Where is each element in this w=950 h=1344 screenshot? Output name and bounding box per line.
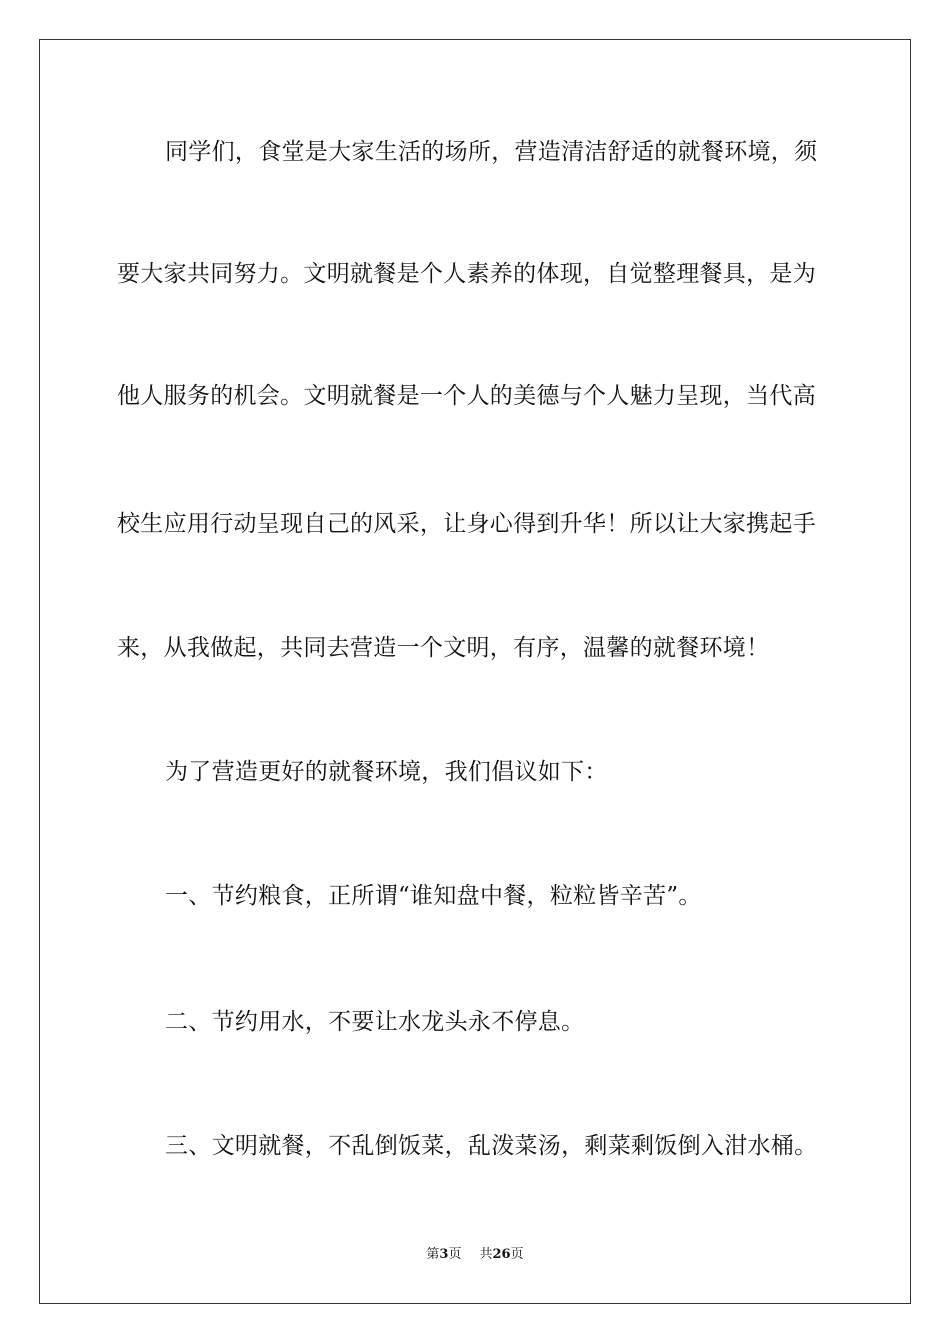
paragraph-line-2: 要大家共同努力。文明就餐是个人素养的体现，自觉整理餐具，是为: [117, 261, 816, 287]
paragraph-line-4: 校生应用行动呈现自己的风采，让身心得到升华！所以让大家携起手: [117, 511, 816, 537]
proposal-item-1: 一、节约粮食，正所谓“谁知盘中餐，粒粒皆辛苦”。: [165, 883, 702, 909]
page-footer: [0, 1246, 950, 1264]
paragraph-line-1: 同学们，食堂是大家生活的场所，营造清洁舒适的就餐环境，须: [165, 139, 818, 165]
total-label-suffix: 页: [510, 1247, 524, 1262]
page-label-prefix: 第: [426, 1247, 440, 1262]
paragraph-line-5: 来，从我做起，共同去营造一个文明，有序，温馨的就餐环境！: [117, 635, 770, 661]
total-label-prefix: 共: [479, 1247, 493, 1262]
proposal-intro: 为了营造更好的就餐环境，我们倡议如下：: [165, 759, 608, 785]
page-label-suffix: 页: [448, 1247, 462, 1262]
page-number: 3: [439, 1247, 449, 1262]
page-border: [39, 39, 911, 1304]
paragraph-line-3: 他人服务的机会。文明就餐是一个人的美德与个人魅力呈现，当代高: [117, 383, 816, 409]
proposal-item-2: 二、节约用水，不要让水龙头永不停息。: [165, 1009, 585, 1035]
total-pages: 26: [492, 1247, 511, 1262]
proposal-item-3: 三、文明就餐，不乱倒饭菜，乱泼菜汤，剩菜剩饭倒入泔水桶。: [165, 1133, 818, 1159]
